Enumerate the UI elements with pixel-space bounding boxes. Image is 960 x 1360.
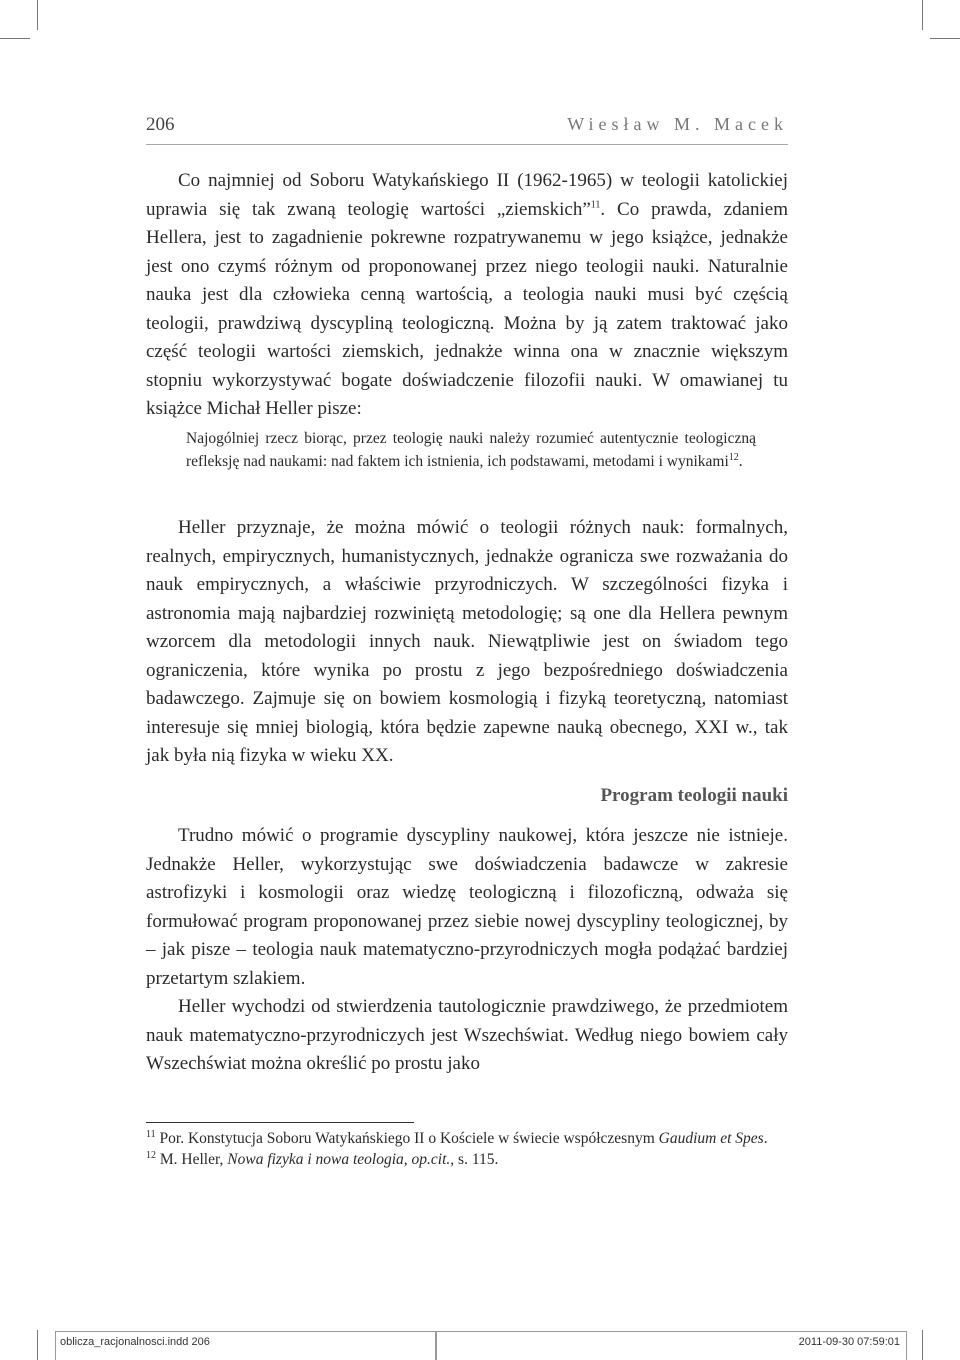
slug-timestamp: 2011-09-30 07:59:01 xyxy=(798,1336,900,1348)
crop-mark xyxy=(922,0,923,30)
running-head-author: Wiesław M. Macek xyxy=(567,114,788,134)
header-rule xyxy=(146,144,788,145)
crop-mark xyxy=(0,38,30,39)
footnote-ref-11[interactable]: 11 xyxy=(590,199,601,211)
paragraph-1-text: Co najmniej od Soboru Watykańskiego II (1962-1965) w teologii katolickiej uprawia się tak zwaną teologię wartości „ziemskich” xyxy=(146,170,788,220)
footnote-11-end: . xyxy=(763,1130,768,1147)
footnote-11-title: Gaudium et Spes xyxy=(658,1130,764,1147)
paragraph-2 xyxy=(146,514,788,771)
footnote-12-end: , s. 115. xyxy=(450,1151,499,1168)
block-quote xyxy=(186,428,756,473)
footnote-12-number: 12 xyxy=(146,1149,156,1161)
page-number: 206 xyxy=(146,114,175,135)
footnote-rule xyxy=(146,1122,414,1123)
block-quote-text: Najogólniej rzecz biorąc, przez teologię nauki należy rozumieć autentycznie teologiczną refleksję nad naukami: nad faktem ich istnienia, ich podstawami, metodami i wynikami xyxy=(186,430,756,470)
page-header xyxy=(146,114,788,138)
paragraph-4-text: Heller wychodzi od stwierdzenia tautologicznie prawdziwego, że przedmiotem nauk matematyczno-przyrodniczych jest Wszechświat. Według niego bowiem cały Wszechświat można określić po prostu jako xyxy=(146,996,788,1074)
footnote-11-number: 11 xyxy=(146,1128,156,1140)
slug-filename: oblicza_racjonalnosci.indd 206 xyxy=(60,1336,210,1348)
footnote-11-text: Por. Konstytucja Soboru Watykańskiego II o Kościele w świecie współczesnym xyxy=(155,1130,659,1147)
crop-mark xyxy=(922,1330,923,1360)
paragraph-3-text: Trudno mówić o programie dyscypliny naukowej, która jeszcze nie istnieje. Jednakże Heller, wykorzystując swe doświadczenia badawcze w zakresie astrofizyki i kosmologii oraz wiedzę teologiczną i filozoficzną, odważa się formułować program proponowanej przez siebie nowej dyscypliny teologicznej, by – jak pisze – teologia nauk matematyczno-przyrodniczych mogła podążać bardziej przetartym szlakiem. xyxy=(146,825,788,989)
paragraph-1 xyxy=(146,167,788,424)
paragraph-1-text-rest: . Co prawda, zdaniem Hellera, jest to zagadnienie pokrewne rozpatrywanemu w jego książce, jednakże jest ono czymś różnym od proponowanej przez niego teologii nauki. Naturalnie nauka jest dla człowieka cenną wartością, a teologia nauki musi być częścią teologii, prawdziwą dyscypliną teologiczną. Można by ją zatem traktować jako część teologii wartości ziemskich, jednakże winna ona w znacznie większym stopniu wykorzystywać bogate doświadczenie filozofii nauki. W omawianej tu książce Michał Heller pisze: xyxy=(146,198,789,419)
crop-mark xyxy=(37,1330,38,1360)
section-title: Program teologii nauki xyxy=(600,785,788,806)
footnote-ref-12[interactable]: 12 xyxy=(728,451,739,463)
paragraph-2-text: Heller przyznaje, że można mówić o teologii różnych nauk: formalnych, realnych, empirycznych, humanistycznych, jednakże ogranicza swe rozważania do nauk empirycznych, a właściwie przyrodniczych. W szczególności fizyka i astronomia mają najbardziej rozwiniętą metodologię; są one dla Hellera pewnym wzorcem dla metodologii innych nauk. Niewątpliwie jest on świadom tego ograniczenia, które wynika po prostu z jego bezpośredniego doświadczenia badawczego. Zajmuje się on bowiem kosmologią i fizyką teoretyczną, natomiast interesuje się mniej biologią, która będzie zapewne nauką obecnego, XXI w., tak jak była nią fizyka w wieku XX. xyxy=(146,517,788,766)
footnote-12-text: M. Heller, xyxy=(156,1151,228,1168)
footnote-12-title: Nowa fizyka i nowa teologia, op.cit. xyxy=(227,1151,451,1168)
paragraph-3-4 xyxy=(146,822,788,1079)
footnote-11 xyxy=(146,1128,788,1149)
footnote-12 xyxy=(146,1149,788,1170)
crop-mark xyxy=(930,38,960,39)
crop-mark xyxy=(37,0,38,30)
block-quote-end: . xyxy=(738,452,743,470)
footnotes xyxy=(146,1128,788,1170)
